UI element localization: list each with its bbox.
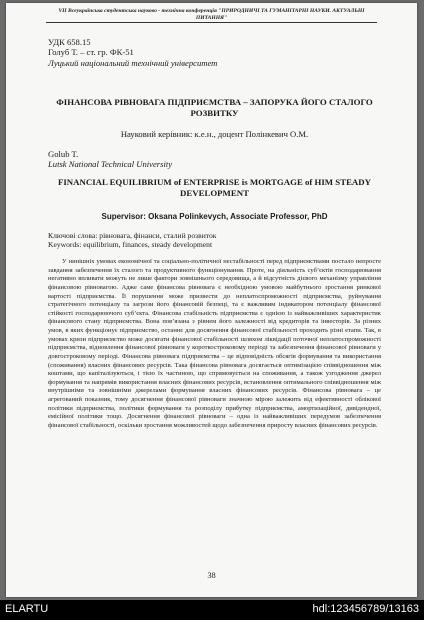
author-info-en: [48, 149, 381, 170]
title-en: FINANCIAL EQUILIBRIUM of ENTERPRISE is MORTGAGE of HIM STEADY DEVELOPMENT: [58, 177, 371, 198]
footer-bar: [0, 600, 424, 620]
conference-header: VII Всеукраїнська студентська науково - технічна конференція "ПРИРОДНИЧІ ТА ГУМАНІТАРНІ НАУКИ. АКТУАЛЬНІ ПИТАННЯ": [46, 8, 377, 23]
author-ua: Голуб Т. – ст. гр. ФК-51: [48, 47, 134, 58]
author-en: Golub T.: [48, 149, 79, 159]
supervisor-ua: Науковий керівник: к.е.н., доцент Полінкевич О.М.: [120, 129, 309, 139]
page-number: 38: [207, 571, 216, 580]
title-ua: ФІНАНСОВА РІВНОВАГА ПІДПРИЄМСТВА – ЗАПОРУКА ЙОГО СТАЛОГО РОЗВИТКУ: [56, 97, 373, 118]
university-ua: Луцький національний технічний університет: [48, 57, 218, 68]
body-paragraph: У нинішніх умовах економічної та соціально-політичної нестабільності перед підприємствами постало непросте завдання забезпечення їх сталого та продуктивного функціонування. Проте, на діяльність суб’єктів господарювання негативно впливати можуть не лише фактори зовнішнього середовища, а й відсутність дієвого механізму управління фінансовою рівновагою. Адже саме фінансова рівновага є необхідною умовою майбутнього зростання ринкової вартості підприємства. Її порушення може призвести до неплатоспроможності підприємства, руйнування стратегічного потенціалу та загрози його фінансовій безпеці, та є важливим індикатором потенціалу фінансової стійкості господарюючого суб’єкта. Фінансова стабільність підприємства є однією із найважливіших характеристик фінансового стану підприємства. Вона пов’язана з рівнем його залежності від кредиторів та інвесторів. За різних умов, в яких функціонує підприємство, останнє для досягнення фінансової стабільності проходить різні етапи. Так, в умовах кризи підприємство може досягати фінансової стабільності шляхом ліквідації поточної неплатоспроможності підприємства, відновлення фінансової рівноваги у короткостроковому періоді та забезпечення фінансової рівноваги у довгостроковому періоді. Фінансова рівновага підприємства – це відповідність обсягів формування та використання (споживання) власних фінансових ресурсів. Така фінансова рівновага досягається оптимізацією співвідношення між коштами, що капіталізуються, і тією їх частиною, що спрямовується на споживання, а також узгодження джерел формування та напрямів використання власних фінансових ресурсів, встановлення оптимального співвідношення між внутрішніми та зовнішніми джерелами формування власних фінансових ресурсів. Фінансова рівновага – це агрегований показник, тому досягнення фінансової рівноваги значною мірою залежить від ефективності облікової політики підприємства, політики формування та розподілу прибутку підприємства, амортизаційної, дивідендної, емісійної політики тощо. Досягнення фінансової рівноваги – одна із найважливіших передумов забезпечення фінансової стабільності, оскільки зростання можливостей щодо забезпечення приросту власних фінансових ресурсів.: [48, 258, 381, 429]
keywords-en: Keywords: equilibrium, finances, steady development: [48, 240, 213, 250]
keywords-ua: Ключові слова: рівновага, фінанси, сталий розвиток: [48, 231, 217, 240]
supervisor-en: Supervisor: Oksana Polinkevych, Associate Professor, PhD: [101, 212, 328, 221]
udc-code: УДК 658.15: [48, 37, 91, 47]
handle-id: hdl:123456789/13163: [312, 603, 419, 615]
university-en: Lutsk National Technical University: [48, 159, 173, 170]
keywords: [48, 231, 381, 250]
repository-name: ELARTU: [5, 603, 49, 615]
document-page: [6, 3, 417, 597]
author-info-ua: [48, 37, 381, 68]
